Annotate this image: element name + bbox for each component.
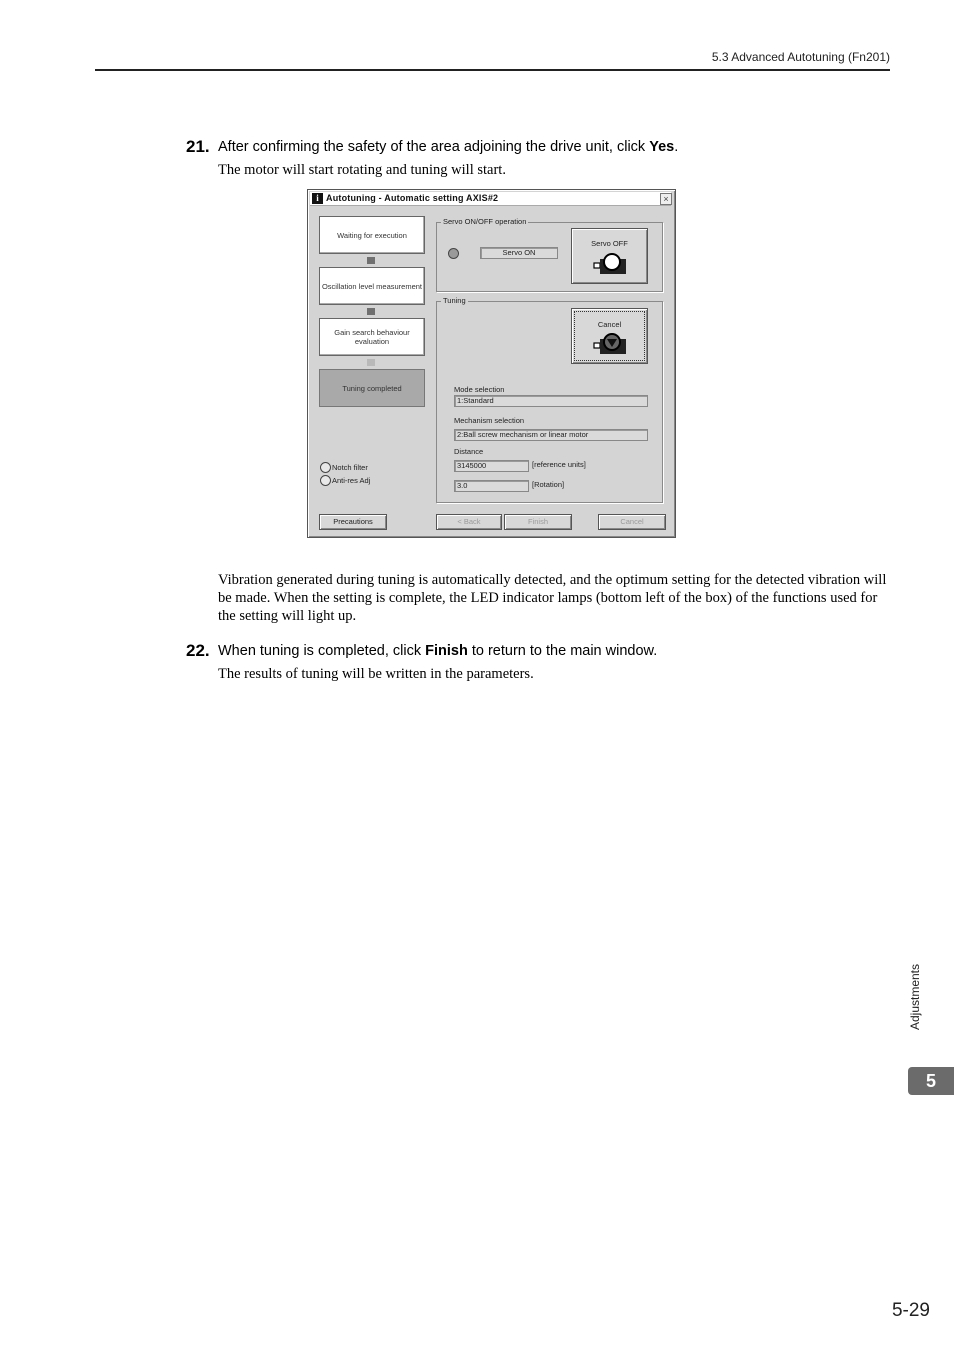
mode-selection-label: Mode selection bbox=[454, 385, 505, 394]
autotuning-dialog bbox=[307, 189, 676, 538]
page-number: 5-29 bbox=[891, 1300, 930, 1321]
step-connector-3 bbox=[367, 359, 375, 366]
step-waiting-for-execution: Waiting for execution bbox=[319, 216, 425, 254]
step-21-number: 21. bbox=[186, 137, 210, 156]
servo-off-button[interactable] bbox=[571, 228, 648, 284]
mode-selection-field[interactable]: 1:Standard bbox=[454, 395, 648, 407]
dialog-titlebar bbox=[310, 192, 671, 206]
cancel-button[interactable]: Cancel bbox=[598, 514, 666, 530]
rotation-unit: [Rotation] bbox=[532, 480, 565, 489]
chapter-side-label: Adjustments bbox=[908, 963, 922, 1031]
step-21-instruction bbox=[218, 139, 678, 155]
step-connector-2 bbox=[367, 308, 375, 315]
finish-button[interactable]: Finish bbox=[504, 514, 572, 530]
rotation-field[interactable]: 3.0 bbox=[454, 480, 529, 492]
step-tuning-completed: Tuning completed bbox=[319, 369, 425, 407]
motor-stop-icon bbox=[592, 331, 628, 357]
header-rule bbox=[95, 69, 890, 71]
servo-off-label: Servo OFF bbox=[591, 239, 628, 248]
step-22-text-after: to return to the main window. bbox=[467, 643, 658, 659]
chapter-tab: 5 bbox=[908, 1067, 954, 1095]
servo-status: Servo ON bbox=[480, 247, 558, 259]
distance-label: Distance bbox=[454, 447, 484, 456]
step-gain-search: Gain search behaviour evaluation bbox=[319, 318, 425, 356]
anti-res-label: Anti-res Adj bbox=[332, 476, 371, 485]
vibration-paragraph: Vibration generated during tuning is automatically detected, and the optimum setting for the detected vibration will be made. When the setting is complete, the LED indicator lamps (bottom left of the box) of the functions used for the setting will light up. bbox=[218, 572, 887, 624]
anti-res-led bbox=[320, 475, 331, 486]
distance-unit: [reference units] bbox=[532, 460, 586, 469]
precautions-button[interactable]: Precautions bbox=[319, 514, 387, 530]
running-header: 5.3 Advanced Autotuning (Fn201) bbox=[711, 50, 890, 64]
notch-filter-label: Notch filter bbox=[332, 463, 368, 472]
step-22-instruction bbox=[218, 643, 657, 659]
mechanism-selection-label: Mechanism selection bbox=[454, 416, 525, 425]
step-22-number: 22. bbox=[186, 641, 210, 660]
servo-led bbox=[448, 248, 459, 259]
close-icon[interactable]: × bbox=[660, 193, 672, 205]
step-oscillation-level: Oscillation level measurement bbox=[319, 267, 425, 305]
step-22-note: The results of tuning will be written in the parameters. bbox=[218, 666, 534, 682]
step-21-text-before: After confirming the safety of the area adjoining the drive unit, click bbox=[218, 139, 650, 155]
tuning-cancel-button[interactable] bbox=[571, 308, 648, 364]
mechanism-selection-field[interactable]: 2:Ball screw mechanism or linear motor bbox=[454, 429, 648, 441]
back-button[interactable]: < Back bbox=[436, 514, 502, 530]
step-21-bold: Yes bbox=[649, 139, 675, 155]
distance-field[interactable]: 3145000 bbox=[454, 460, 529, 472]
tuning-group-label: Tuning bbox=[443, 296, 466, 305]
motor-icon bbox=[592, 251, 628, 277]
tuning-cancel-label: Cancel bbox=[597, 320, 622, 329]
step-21-text-after: . bbox=[674, 139, 679, 155]
step-21-note: The motor will start rotating and tuning will start. bbox=[218, 162, 506, 178]
info-icon: i bbox=[312, 193, 323, 204]
dialog-title: Autotuning - Automatic setting AXIS#2 bbox=[326, 193, 499, 203]
step-connector-1 bbox=[367, 257, 375, 264]
notch-filter-led bbox=[320, 462, 331, 473]
step-22-bold: Finish bbox=[425, 643, 468, 659]
step-22-text-before: When tuning is completed, click bbox=[218, 643, 426, 659]
servo-group-label: Servo ON/OFF operation bbox=[443, 217, 527, 226]
